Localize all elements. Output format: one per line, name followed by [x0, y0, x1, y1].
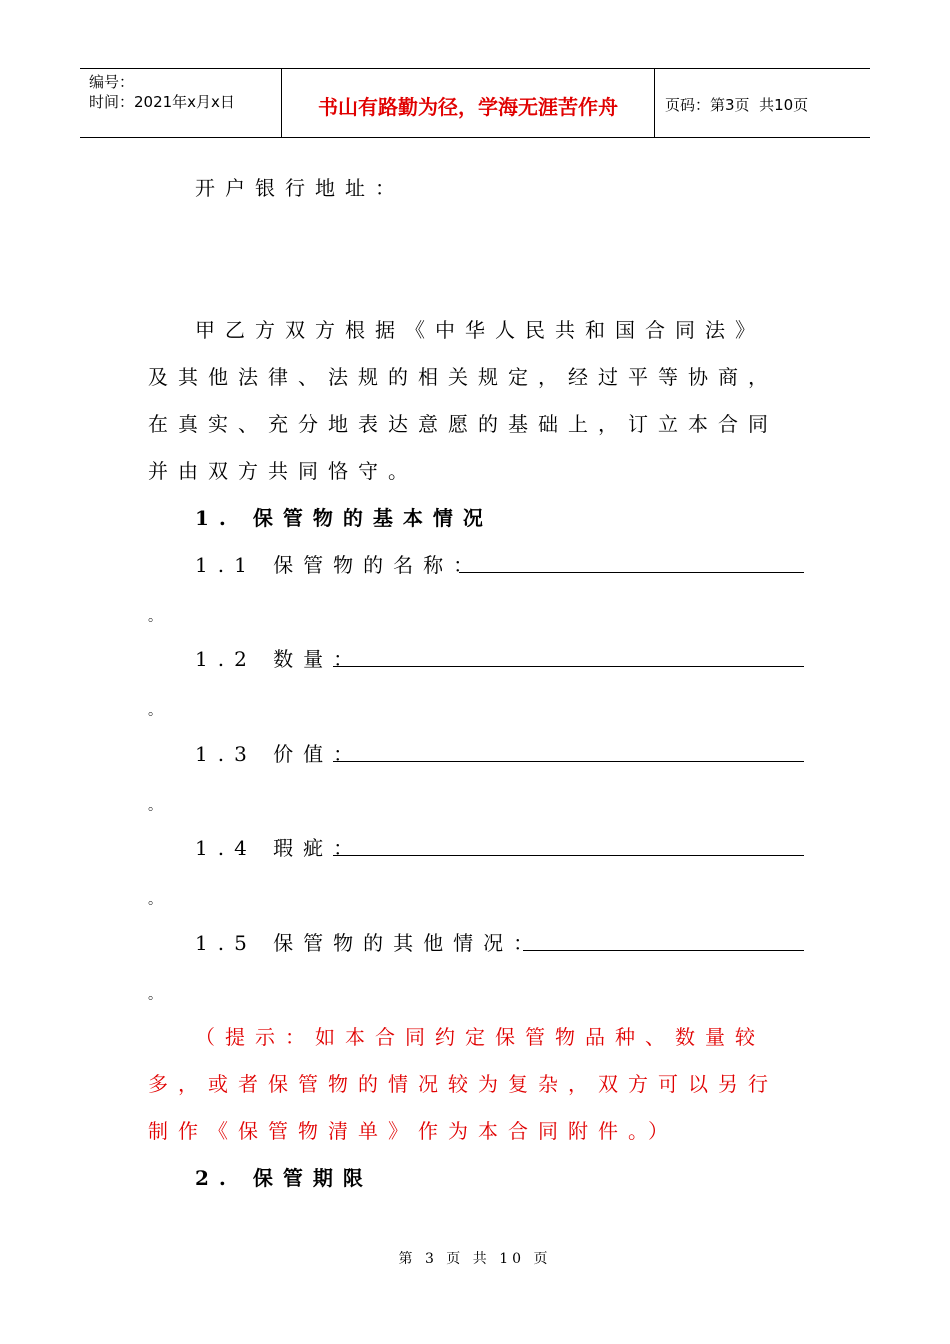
header-motto: 书山有路勤为径，学海无涯苦作舟	[318, 95, 618, 119]
page-header	[80, 68, 870, 138]
item-1-3-period: 。	[148, 798, 162, 814]
section-1-title: 1. 保管物的基本情况	[195, 506, 493, 530]
item-1-5-label: 1.5 保管物的其他情况：	[195, 931, 544, 955]
intro-line-4: 并由双方共同恪守。	[148, 459, 418, 483]
item-1-5-period: 。	[148, 987, 162, 1003]
header-left-cell	[80, 69, 282, 137]
document-code-label: 编号：	[89, 73, 135, 91]
intro-line-1: 甲乙方双方根据《中华人民共和国合同法》	[195, 318, 765, 342]
intro-line-2: 及其他法律、法规的相关规定，经过平等协商，	[148, 365, 778, 389]
document-date-label: 时间：2021年x月x日	[89, 93, 235, 111]
header-right-cell	[655, 69, 870, 137]
hint-line-2: 多，或者保管物的情况较为复杂，双方可以另行	[148, 1072, 778, 1096]
hint-line-3: 制作《保管物清单》作为本合同附件。）	[148, 1119, 678, 1143]
page-footer: 第 3 页 共 10 页	[398, 1251, 552, 1267]
header-middle-cell	[282, 69, 655, 137]
item-1-4-period: 。	[148, 892, 162, 908]
item-1-2-period: 。	[148, 703, 162, 719]
item-1-3-label: 1.3 价值：	[195, 742, 364, 766]
header-page-info: 页码：第3页 共10页	[665, 96, 809, 114]
item-1-4-blank[interactable]	[333, 855, 804, 856]
item-1-1-blank[interactable]	[459, 572, 804, 573]
item-1-5-blank[interactable]	[523, 950, 804, 951]
section-2-title: 2. 保管期限	[195, 1166, 373, 1190]
bank-address-label: 开户银行地址：	[195, 176, 405, 200]
item-1-2-blank[interactable]	[333, 666, 804, 667]
intro-line-3: 在真实、充分地表达意愿的基础上，订立本合同	[148, 412, 778, 436]
item-1-2-label: 1.2 数量：	[195, 647, 364, 671]
hint-line-1: （提示：如本合同约定保管物品种、数量较	[195, 1025, 765, 1049]
item-1-4-label: 1.4 瑕疵：	[195, 836, 364, 860]
item-1-1-period: 。	[148, 609, 162, 625]
item-1-1-label: 1.1 保管物的名称：	[195, 553, 484, 577]
item-1-3-blank[interactable]	[333, 761, 804, 762]
